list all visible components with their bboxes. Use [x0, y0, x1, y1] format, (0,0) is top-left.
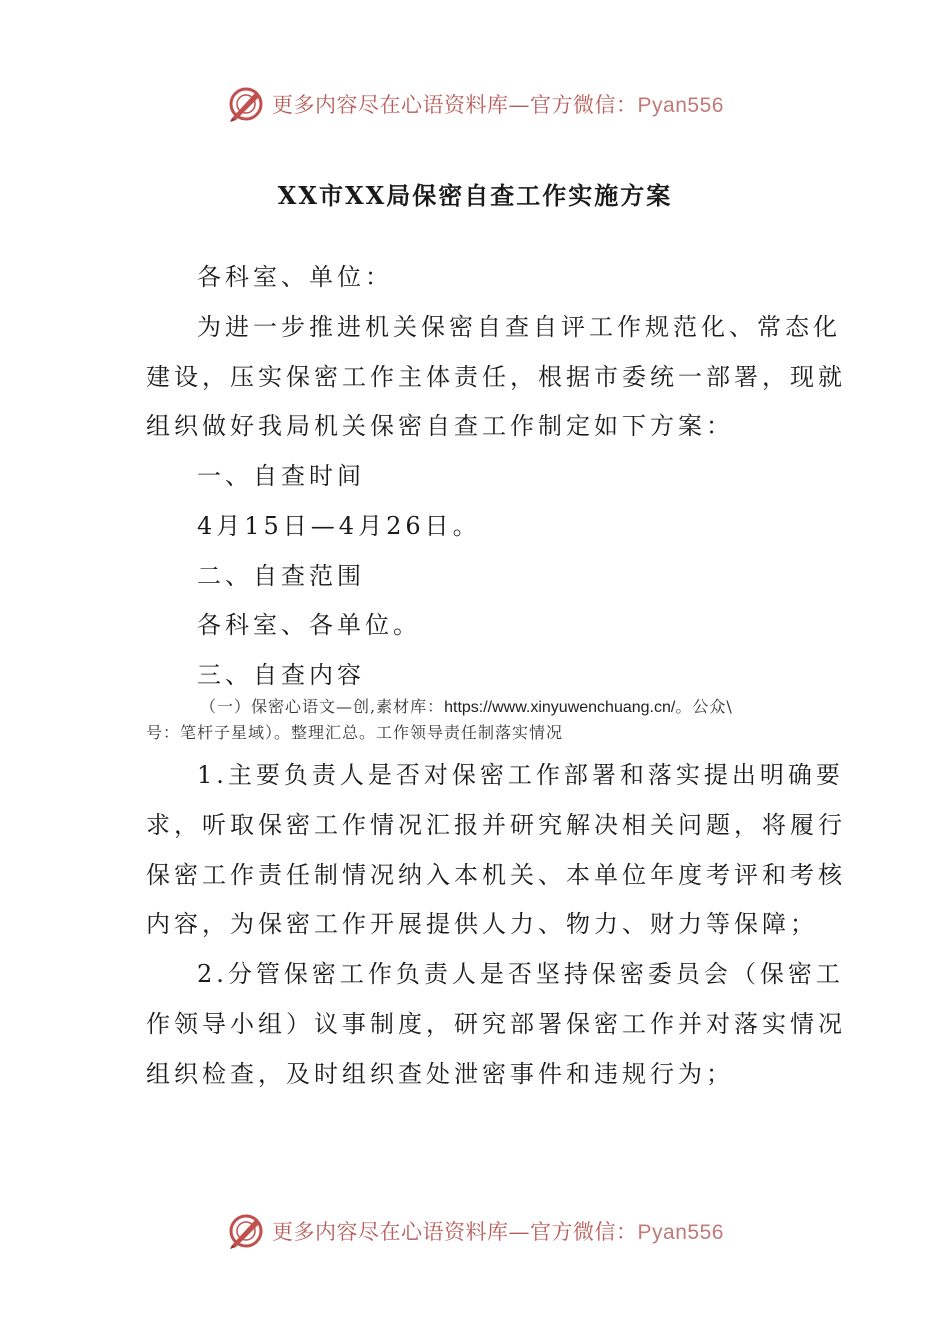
item-line: 2.分管保密工作负责人是否坚持保密委员会（保密工: [197, 960, 844, 988]
wechat-id: Pyan556: [637, 1221, 724, 1244]
item-line: 保密工作责任制情况纳入本机关、本单位年度考评和考核: [146, 861, 846, 889]
header-watermark: [0, 84, 950, 124]
watermark-text: 更多内容尽在心语资料库—官方微信：Pyan556: [272, 93, 724, 117]
item-line: 作领导小组）议事制度，研究部署保密工作并对落实情况: [146, 1010, 846, 1038]
pen-logo-icon: [226, 84, 266, 124]
item-line: 组织检查，及时组织查处泄密事件和违规行为；: [146, 1060, 734, 1088]
section-heading: 二、自查范围: [197, 562, 365, 590]
footer-watermark: [0, 1211, 950, 1251]
section-body: 各科室、各单位。: [197, 611, 421, 639]
intro-line: 建设，压实保密工作主体责任，根据市委统一部署，现就: [146, 363, 846, 391]
section-heading: 一、自查时间: [197, 462, 365, 490]
intro-line: 组织做好我局机关保密自查工作制定如下方案：: [146, 412, 734, 440]
document-title: XX市XX局保密自查工作实施方案: [277, 181, 673, 210]
pen-logo-icon: [226, 1211, 266, 1251]
item-line: 内容，为保密工作开展提供人力、物力、财力等保障；: [146, 910, 818, 938]
subsection-heading-line: （一）保密心语文—创,素材库：https://www.xinyuwenchuang.cn/。公众\: [200, 697, 733, 716]
section-body: 4月15日—4月26日。: [197, 512, 481, 540]
watermark-text: 更多内容尽在心语资料库—官方微信：Pyan556: [272, 1220, 724, 1244]
item-line: 求，听取保密工作情况汇报并研究解决相关问题，将履行: [146, 811, 846, 839]
subsection-heading-line: 号：笔杆子星域）。整理汇总。工作领导责任制落实情况: [146, 723, 564, 742]
greeting: 各科室、单位：: [197, 263, 393, 291]
wechat-id: Pyan556: [637, 94, 724, 117]
item-line: 1.主要负责人是否对保密工作部署和落实提出明确要: [197, 761, 844, 789]
intro-line: 为进一步推进机关保密自查自评工作规范化、常态化: [197, 313, 841, 341]
source-link[interactable]: https://www.xinyuwenchuang.cn/: [444, 699, 676, 716]
section-heading: 三、自查内容: [197, 661, 365, 689]
